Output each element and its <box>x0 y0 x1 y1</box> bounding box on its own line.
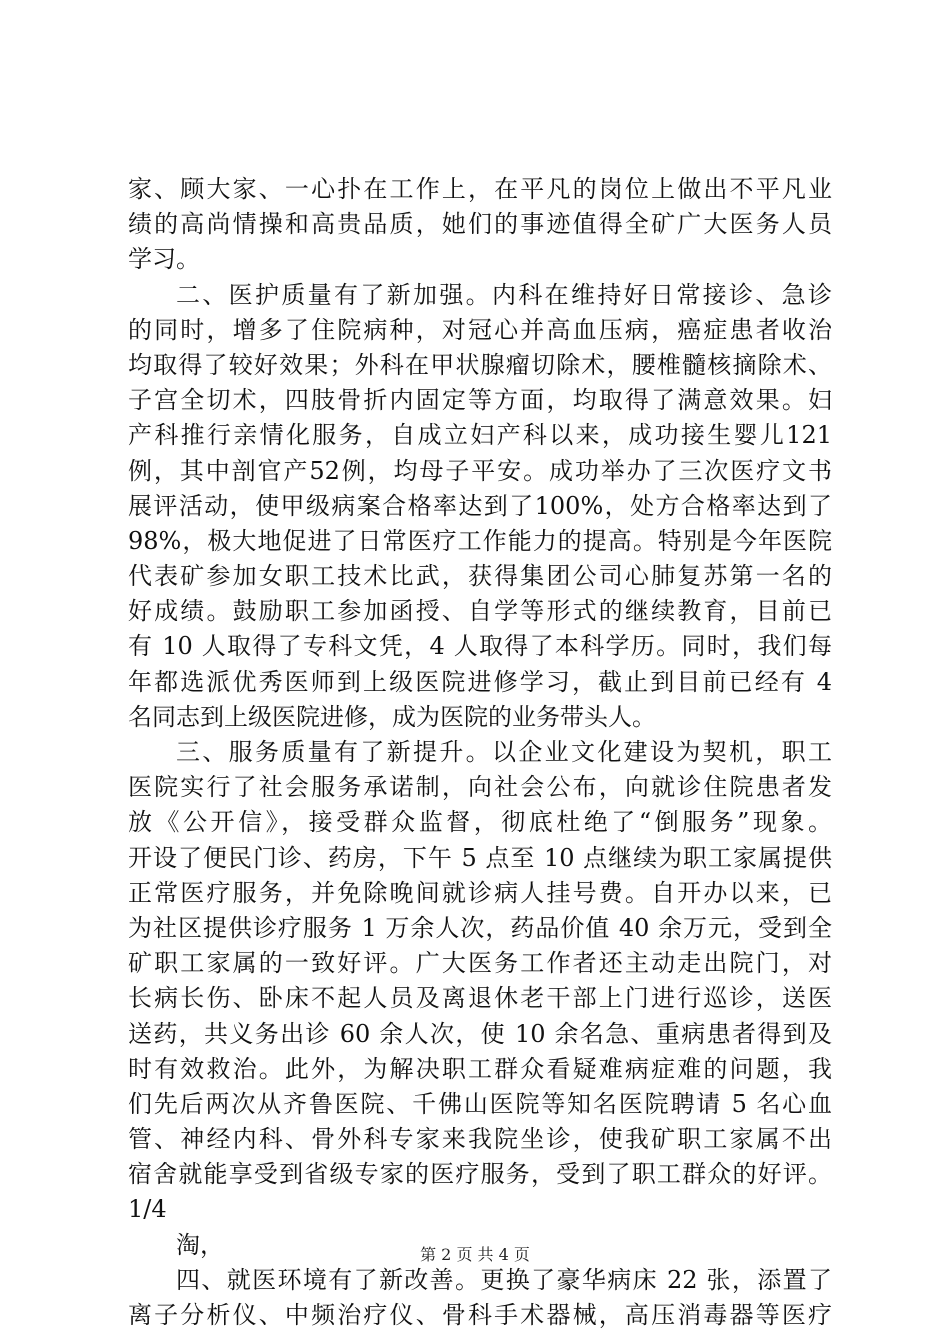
text-line: 学习。 <box>128 245 200 274</box>
text-line: 管、神经内科、骨外科专家来我院坐诊，使我矿职工家属不出 <box>128 1125 832 1154</box>
paragraph-start-line: 二、医护质量有了新加强。内科在维持好日常接诊、急诊 <box>176 280 832 309</box>
document-body <box>128 172 832 1333</box>
text-line: 离子分析仪、中频治疗仪、骨科手术器械，高压消毒器等医疗 <box>128 1301 832 1329</box>
text-line: 有 10 人取得了专科文凭，4 人取得了本科学历。同时，我们每 <box>128 632 832 661</box>
text-line: 产科推行亲情化服务，自成立妇产科以来，成功接生婴儿121 <box>128 421 832 450</box>
text-line: 代表矿参加女职工技术比武，获得集团公司心肺复苏第一名的 <box>128 562 832 591</box>
paragraph-start-line: 三、服务质量有了新提升。以企业文化建设为契机，职工 <box>176 738 832 766</box>
text-line: 展评活动，使甲级病案合格率达到了100%，处方合格率达到了 <box>128 491 832 520</box>
text-line: 绩的高尚情操和高贵品质，她们的事迹值得全矿广大医务人员 <box>128 210 832 239</box>
text-line: 淘， <box>176 1230 224 1259</box>
text-line: 名同志到上级医院进修，成为医院的业务带头人。 <box>128 702 656 731</box>
text-line: 正常医疗服务，并免除晚间就诊病人挂号费。自开办以来，已 <box>128 878 832 907</box>
text-line: 例，其中剖官产52例，均母子平安。成功举办了三次医疗文书 <box>128 456 832 485</box>
text-line: 长病长伤、卧床不起人员及离退休老干部上门进行巡诊，送医 <box>128 984 832 1013</box>
text-line: 开设了便民门诊、药房，下午 5 点至 10 点继续为职工家属提供 <box>128 843 832 872</box>
text-line: 为社区提供诊疗服务 1 万余人次，药品价值 40 余万元，受到全 <box>128 913 832 942</box>
text-line: 宿舍就能享受到省级专家的医疗服务，受到了职工群众的好评。 <box>128 1160 832 1189</box>
text-line: 年都选派优秀医师到上级医院进修学习，截止到目前已经有 4 <box>128 667 832 696</box>
text-line: 1/4 <box>128 1195 167 1224</box>
text-line: 时有效救治。此外，为解决职工群众看疑难病症难的问题，我 <box>128 1054 832 1083</box>
paragraph-start-line: 四、就医环境有了新改善。更换了豪华病床 22 张，添置了 <box>176 1265 832 1294</box>
text-line: 医院实行了社会服务承诺制，向社会公布，向就诊住院患者发 <box>128 773 832 802</box>
text-line: 放《公开信》，接受群众监督，彻底杜绝了“倒服务”现象。 <box>128 808 832 837</box>
text-line: 家、顾大家、一心扑在工作上，在平凡的岗位上做出不平凡业 <box>128 175 832 203</box>
text-line: 的同时，增多了住院病种，对冠心并高血压病，癌症患者收治 <box>128 315 832 344</box>
text-line: 好成绩。鼓励职工参加函授、自学等形式的继续教育，目前已 <box>128 597 832 626</box>
text-line: 子宫全切术，四肢骨折内固定等方面，均取得了满意效果。妇 <box>128 386 832 415</box>
page-number-footer: 第 2 页 共 4 页 <box>420 1245 530 1264</box>
text-line: 们先后两次从齐鲁医院、千佛山医院等知名医院聘请 5 名心血 <box>128 1089 832 1118</box>
text-line: 送药，共义务出诊 60 余人次，使 10 余名急、重病患者得到及 <box>128 1019 832 1048</box>
text-line: 矿职工家属的一致好评。广大医务工作者还主动走出院门，对 <box>128 949 832 978</box>
text-line: 均取得了较好效果；外科在甲状腺瘤切除术，腰椎髓核摘除术、 <box>128 350 832 379</box>
text-line: 98%，极大地促进了日常医疗工作能力的提高。特别是今年医院 <box>128 526 832 555</box>
